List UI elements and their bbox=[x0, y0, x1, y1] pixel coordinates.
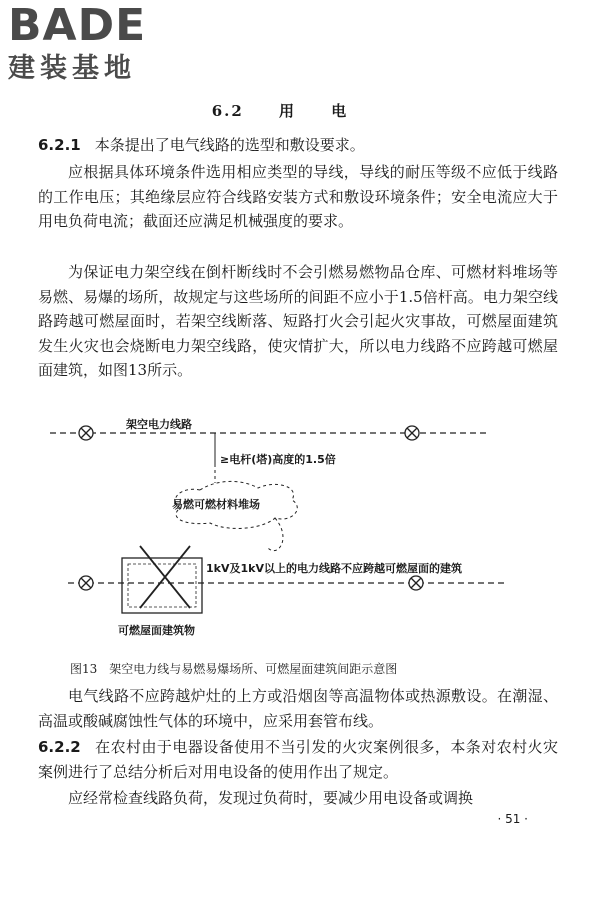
pole-icon bbox=[409, 576, 423, 590]
section-title bbox=[0, 100, 560, 121]
paragraph-load-check: 应经常检查线路负荷，发现过负荷时，要减少用电设备或调换 bbox=[68, 789, 474, 807]
pole-icon bbox=[405, 426, 419, 440]
label-overhead-line: 架空电力线路 bbox=[126, 418, 192, 431]
clause-text: 本条提出了电气线路的选型和敷设要求。 bbox=[94, 136, 365, 154]
label-no-cross: 1kV及1kV以上的电力线路不应跨越可燃屋面的建筑 bbox=[206, 562, 462, 575]
figure-13 bbox=[30, 408, 560, 648]
combustible-building bbox=[122, 546, 202, 613]
paragraph-overhead-line: 为保证电力架空线在倒杆断线时不会引燃易燃物品仓库、可燃材料堆场等易燃、易爆的场所，故规定与这些场所的间距不应小于1.5倍杆高。电力架空线路跨越可燃屋面时，若架空线断落、短路打火会引起火灾事故，可燃屋面建筑发生火灾也会烧断电力架空线路，使灾情扩大，所以电力线路不应跨越可燃屋面建筑，如图13所示。 bbox=[38, 263, 558, 379]
clause-number: 6.2.1 bbox=[38, 136, 81, 154]
clause-6-2-2 bbox=[38, 735, 558, 784]
pole-icon bbox=[79, 426, 93, 440]
logo bbox=[8, 0, 178, 84]
label-storage-yard: 易燃可燃材料堆场 bbox=[172, 498, 260, 511]
paragraph-stove-wiring: 电气线路不应跨越炉灶的上方或沿烟囱等高温物体或热源敷设。在潮湿、高温或酸碱腐蚀性气体的环境中，应采用套管布线。 bbox=[38, 687, 558, 730]
paragraph-wire-selection: 应根据具体环境条件选用相应类型的导线，导线的耐压等级不应低于线路的工作电压；其绝缘层应符合线路安装方式和敷设环境条件；安全电流应大于用电负荷电流；截面还应满足机械强度的要求。 bbox=[38, 163, 558, 230]
figure-diagram bbox=[30, 408, 560, 648]
page-number: · 51 · bbox=[497, 812, 528, 826]
logo-text-cn: 建装基地 bbox=[8, 53, 136, 84]
clause-number: 6.2.2 bbox=[38, 738, 81, 756]
section-title-b: 电 bbox=[331, 102, 349, 120]
section-title-a: 用 bbox=[279, 102, 297, 120]
section-number: 6.2 bbox=[211, 102, 244, 120]
pole-icon bbox=[79, 576, 93, 590]
label-building: 可燃屋面建筑物 bbox=[118, 624, 195, 637]
clause-text: 在农村由于电器设备使用不当引发的火灾案例很多，本条对农村火灾案例进行了总结分析后对用电设备的使用作出了规定。 bbox=[38, 738, 558, 781]
figure-caption: 图13 架空电力线与易燃易爆场所、可燃屋面建筑间距示意图 bbox=[70, 662, 398, 676]
clause-6-2-1 bbox=[38, 133, 558, 158]
label-distance: ≥电杆(塔)高度的1.5倍 bbox=[220, 453, 336, 466]
logo-text-en: BADE bbox=[8, 0, 147, 51]
